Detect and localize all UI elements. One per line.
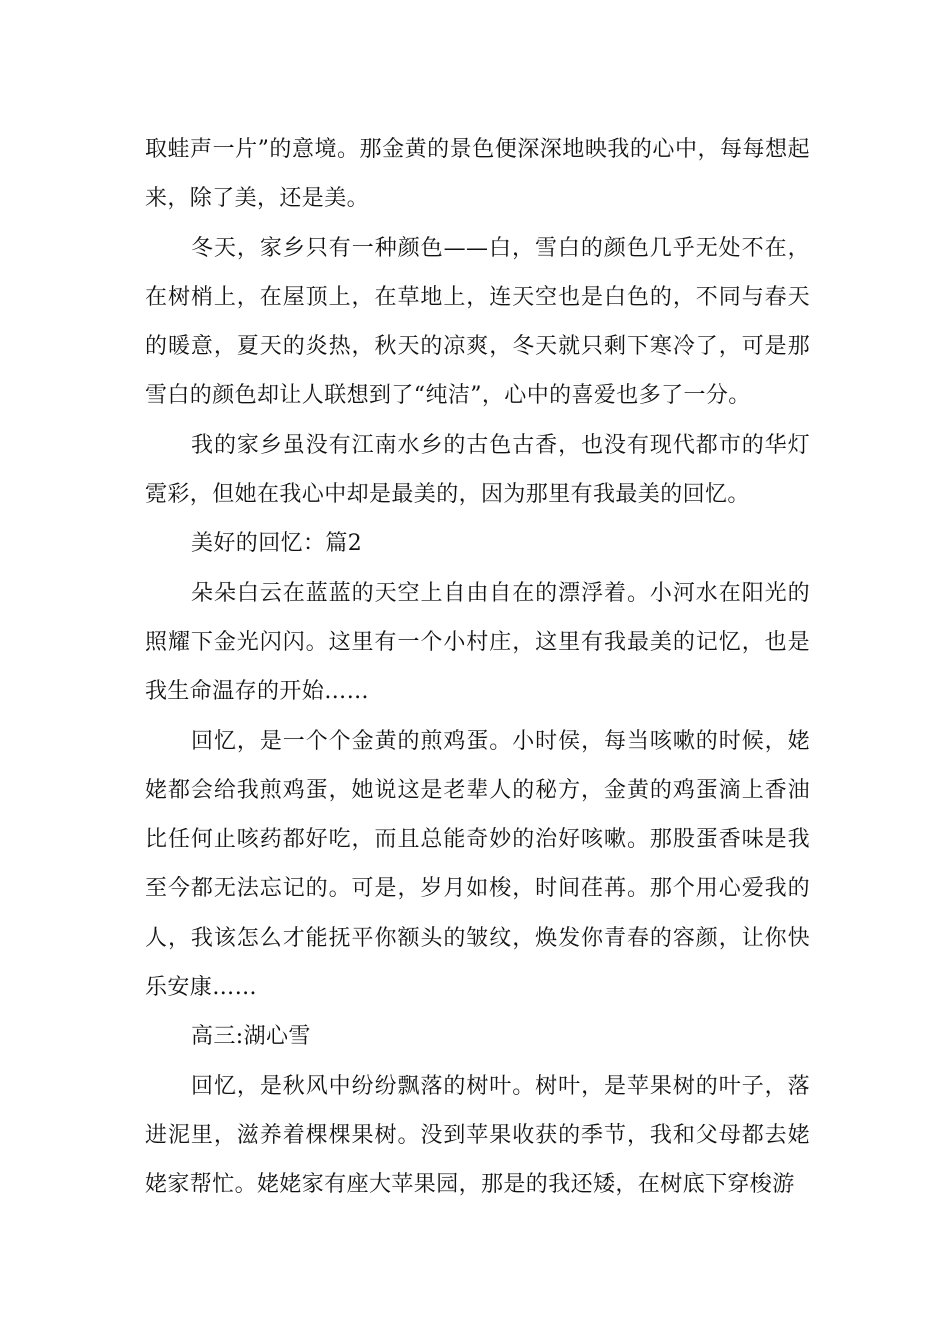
paragraph-fried-egg-memory: 回忆，是一个个金黄的煎鸡蛋。小时侯，每当咳嗽的时候，姥姥都会给我煎鸡蛋，她说这是老辈人的秘方，金黄的鸡蛋滴上香油比任何止咳药都好吃，而且总能奇妙的治好咳嗽。那股蛋香味是我至今都无法忘记的。可是，岁月如梭，时间荏苒。那个用心爱我的人，我该怎么才能抚平你额头的皱纹，焕发你青春的容颜，让你快乐安康……: [145, 728, 810, 1001]
section-heading-part-2: 美好的回忆：篇2: [191, 531, 363, 557]
paragraph-autumn-ending: 取蛙声一片”的意境。那金黄的景色便深深地映我的心中，每每想起来，除了美，还是美。: [145, 137, 810, 212]
paragraph-village-intro: 朵朵白云在蓝蓝的天空上自由自在的漂浮着。小河水在阳光的照耀下金光闪闪。这里有一个小村庄，这里有我最美的记忆，也是我生命温存的开始……: [145, 580, 810, 705]
paragraph-winter: 冬天，家乡只有一种颜色——白，雪白的颜色几乎无处不在，在树梢上，在屋顶上，在草地上，连天空也是白色的，不同与春天的暖意，夏天的炎热，秋天的凉爽，冬天就只剩下寒冷了，可是那雪白的颜色却让人联想到了“纯洁”，心中的喜爱也多了一分。: [145, 235, 810, 409]
author-line: 高三:湖心雪: [191, 1024, 311, 1050]
paragraph-hometown-conclusion: 我的家乡虽没有江南水乡的古色古香，也没有现代都市的华灯霓彩，但她在我心中却是最美的，因为那里有我最美的回忆。: [145, 432, 810, 508]
paragraph-autumn-leaves: 回忆，是秋风中纷纷飘落的树叶。树叶，是苹果树的叶子，落进泥里，滋养着棵棵果树。没到苹果收获的季节，我和父母都去姥姥家帮忙。姥姥家有座大苹果园，那是的我还矮，在树底下穿梭游: [145, 1073, 810, 1198]
document-body: [145, 125, 810, 1210]
